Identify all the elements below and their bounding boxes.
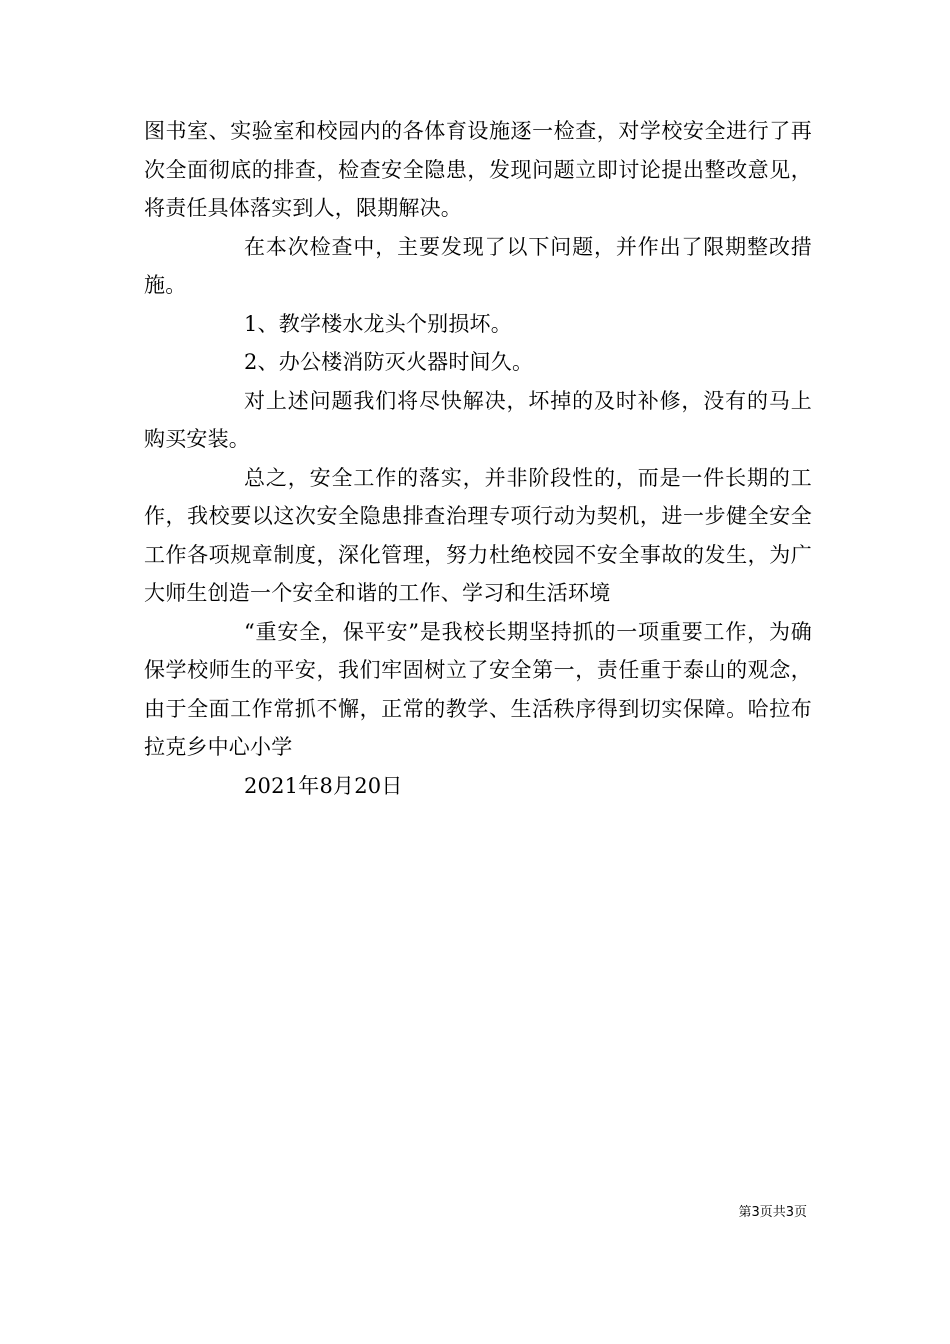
document-date: 2021年8月20日	[244, 773, 403, 798]
document-body	[144, 112, 812, 805]
paragraph-safety-motto: “重安全，保平安”是我校长期坚持抓的一项重要工作，为确保学校师生的平安，我们牢固树立了安全第一，责任重于泰山的观念，由于全面工作常抓不懈，正常的教学、生活秩序得到切实保障。哈拉布拉克乡中心小学	[144, 619, 812, 759]
paragraph-conclusion: 总之，安全工作的落实，并非阶段性的，而是一件长期的工作，我校要以这次安全隐患排查治理专项行动为契机，进一步健全安全工作各项规章制度，深化管理，努力杜绝校园不安全事故的发生，为广大师生创造一个安全和谐的工作、学习和生活环境	[144, 465, 812, 605]
list-item-faucet: 1、教学楼水龙头个别损坏。	[244, 311, 512, 336]
page-number-footer: 第3页共3页	[738, 1205, 807, 1220]
paragraph-issues-found: 在本次检查中，主要发现了以下问题，并作出了限期整改措施。	[144, 234, 812, 297]
paragraph-remedy: 对上述问题我们将尽快解决，坏掉的及时补修，没有的马上购买安装。	[144, 388, 812, 451]
list-item-extinguisher: 2、办公楼消防灭火器时间久。	[244, 350, 534, 374]
paragraph-inspection-summary: 图书室、实验室和校园内的各体育设施逐一检查，对学校安全进行了再次全面彻底的排查，检查安全隐患，发现问题立即讨论提出整改意见，将责任具体落实到人，限期解决。	[144, 119, 812, 220]
